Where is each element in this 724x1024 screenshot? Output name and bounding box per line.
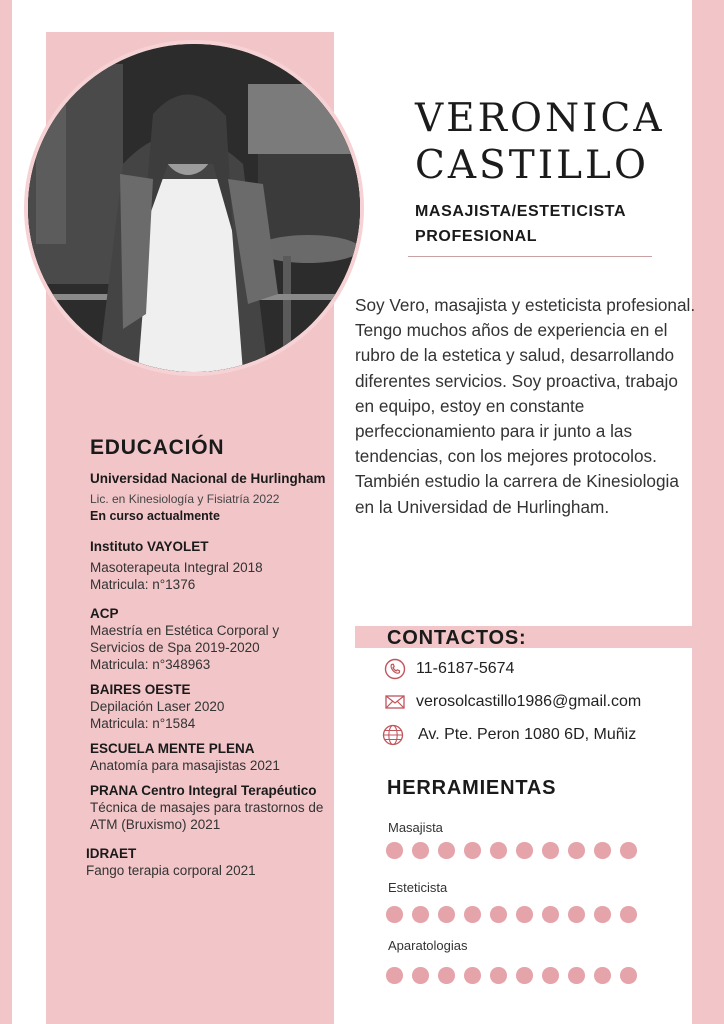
skill-dot (412, 967, 429, 984)
phone-number: 11-6187-5674 (416, 660, 515, 677)
skill-label-aparatologias: Aparatologias (388, 938, 468, 953)
education-entry-uh (90, 470, 335, 524)
registration-number: Matricula: n°348963 (90, 657, 211, 672)
first-name: VERONICA (415, 96, 665, 141)
degree-line: Maestría en Estética Corporal y Servicios de Spa 2019-2020 (90, 623, 280, 655)
title-divider (408, 256, 652, 257)
skill-dot (490, 967, 507, 984)
skill-dot (568, 967, 585, 984)
contact-address[interactable] (382, 723, 636, 747)
skill-dot (464, 906, 481, 923)
profile-photo (28, 44, 360, 372)
email-address: verosolcastillo1986@gmail.com (416, 693, 642, 710)
institution-name: Universidad Nacional de Hurlingham (90, 471, 326, 486)
phone-icon (384, 658, 406, 680)
skill-dot (490, 842, 507, 859)
skill-dot (620, 842, 637, 859)
skill-label-esteticista: Esteticista (388, 880, 448, 895)
skill-dot (412, 842, 429, 859)
skill-dot (516, 906, 533, 923)
skill-dot (594, 967, 611, 984)
skill-dot (542, 906, 559, 923)
skill-rating-esteticista (386, 906, 637, 923)
registration-number: Matricula: n°1584 (90, 716, 196, 731)
skill-dot (438, 842, 455, 859)
institution-name: ACP (90, 606, 119, 621)
skill-dot (464, 842, 481, 859)
job-title-line2: PROFESIONAL (415, 228, 538, 245)
education-section (86, 436, 335, 887)
skill-dot (490, 906, 507, 923)
street-address: Av. Pte. Peron 1080 6D, Muñiz (418, 726, 637, 743)
skill-dot (438, 906, 455, 923)
job-title-line1: MASAJISTA/ESTETICISTA (415, 203, 627, 220)
skill-dot (464, 967, 481, 984)
skill-dot (386, 906, 403, 923)
skill-dot (438, 967, 455, 984)
skill-dot (386, 967, 403, 984)
skill-rating-aparatologias (386, 967, 637, 984)
institution-name: IDRAET (86, 846, 137, 861)
skill-dot (620, 967, 637, 984)
skill-dot (568, 906, 585, 923)
degree-line: Lic. en Kinesiología y Fisiatría 2022 (90, 492, 280, 506)
education-title: EDUCACIÓN (90, 436, 225, 459)
skill-dot (516, 967, 533, 984)
education-entry-baires (90, 681, 335, 732)
skill-dot (516, 842, 533, 859)
skill-rating-masajista (386, 842, 637, 859)
skill-dot (620, 906, 637, 923)
institution-name: Instituto VAYOLET (90, 539, 209, 554)
skill-dot (542, 842, 559, 859)
degree-line: Anatomía para masajistas 2021 (90, 758, 280, 773)
profile-photo-frame (24, 40, 364, 376)
last-name: CASTILLO (415, 143, 649, 188)
contact-phone[interactable] (384, 657, 514, 681)
contacts-title: CONTACTOS: (387, 627, 527, 649)
skill-dot (412, 906, 429, 923)
tools-title: HERRAMIENTAS (387, 777, 557, 799)
degree-line: Depilación Laser 2020 (90, 699, 225, 714)
skill-dot (568, 842, 585, 859)
institution-name: BAIRES OESTE (90, 682, 191, 697)
person-photo-illustration (28, 44, 360, 372)
job-title (415, 199, 685, 249)
bio-paragraph: Soy Vero, masajista y esteticista profesional. Tengo muchos años de experiencia en el rubro de la estetica y salud, desarrollando diferentes servicios. Soy proactiva, trabajo en equipo, estoy en constante perfeccionamiento para ir junto a las tendencias, con los mejores protocolos. También estudio la carrera de Kinesiologia en la Universidad de Hurlingham. (355, 295, 696, 517)
skill-dot (386, 842, 403, 859)
skill-dot (594, 906, 611, 923)
skill-dot (594, 842, 611, 859)
skill-dot (542, 967, 559, 984)
degree-line: Fango terapia corporal 2021 (86, 863, 256, 878)
globe-icon (382, 724, 404, 746)
education-entry-prana (90, 782, 335, 833)
skill-label-masajista: Masajista (388, 820, 443, 835)
degree-line: Masoterapeuta Integral 2018 (90, 560, 263, 575)
degree-status: En curso actualmente (90, 509, 220, 523)
education-entry-vayolet (90, 538, 335, 593)
education-entry-mente-plena (90, 740, 335, 774)
education-entry-idraet (86, 845, 335, 879)
registration-number: Matricula: n°1376 (90, 577, 196, 592)
mail-icon (384, 691, 406, 713)
contact-email[interactable] (384, 690, 641, 714)
full-name (415, 95, 695, 189)
education-entry-acp (90, 605, 335, 673)
institution-name: PRANA Centro Integral Terapéutico (90, 783, 317, 798)
institution-name: ESCUELA MENTE PLENA (90, 741, 255, 756)
degree-line: Técnica de masajes para trastornos de ATM (Bruxismo) 2021 (90, 800, 324, 832)
